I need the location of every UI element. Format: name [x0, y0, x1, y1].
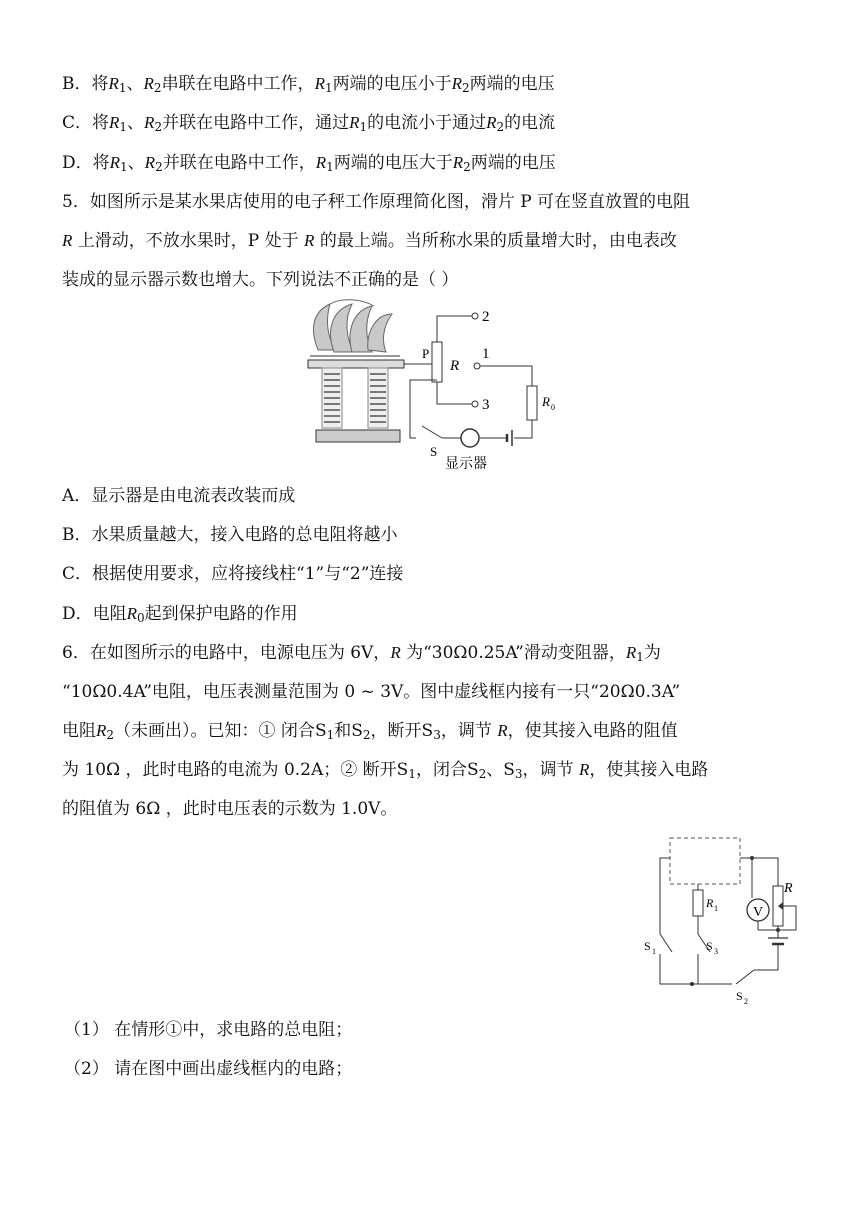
- label-s2-sub: 2: [744, 997, 748, 1006]
- spring-left: [322, 368, 342, 428]
- label-s1-sub: 1: [652, 947, 656, 956]
- label-s2: S: [736, 989, 743, 1003]
- q5-stem-line-1: 5．如图所示是某水果店使用的电子秤工作原理简化图，滑片 P 可在竖直放置的电阻: [62, 192, 691, 212]
- label-s1: S: [644, 939, 651, 953]
- scale-tray: [308, 360, 404, 368]
- q6-circuit-figure: [640, 830, 820, 1010]
- scale-base: [316, 430, 400, 442]
- q5-option-c: C．根据使用要求，应将接线柱“1”与“2”连接: [62, 564, 404, 584]
- label-r1: R: [706, 896, 714, 910]
- label-s: S: [430, 444, 438, 459]
- q6-stem-line-5: 的阻值为 6Ω ，此时电压表的示数为 1.0V。: [62, 799, 398, 819]
- label-terminal-1: 1: [482, 346, 490, 362]
- label-r0-sub: 0: [551, 403, 555, 412]
- label-r-rheostat: R: [784, 881, 793, 896]
- switch-s2: [736, 970, 754, 984]
- label-terminal-3: 3: [482, 397, 490, 413]
- label-p: P: [422, 346, 430, 361]
- q5-stem-line-2: R 上滑动，不放水果时，P 处于 R 的最上端。当所称水果的质量增大时，由电表改: [62, 231, 677, 251]
- q5-option-b: B．水果质量越大，接入电路的总电阻将越小: [62, 525, 398, 545]
- switch-s1: [660, 934, 672, 952]
- q5-scale-figure: [300, 300, 555, 475]
- terminal-1: [474, 363, 480, 369]
- q4-option-d: D．将$R_1$、$R_2$并联在电路中工作，$R_1$两端的电压大于$R_2$两端的电压: [62, 153, 556, 174]
- display-meter: [461, 429, 479, 447]
- switch-s: [422, 426, 442, 438]
- label-display: 显示器: [445, 457, 487, 472]
- q4-option-b: B．将$R_1$、$R_2$串联在电路中工作，$R_1$两端的电压小于$R_2$两端的电压: [62, 74, 555, 95]
- label-s3-sub: 3: [714, 947, 718, 956]
- label-terminal-2: 2: [482, 309, 490, 325]
- resistor-r1: [693, 890, 703, 916]
- q4-option-c: C．将$R_1$、$R_2$并联在电路中工作，通过$R_1$的电流小于通过$R_2$的电流: [62, 113, 556, 134]
- terminal-3: [472, 401, 478, 407]
- q5-option-d: D．电阻$R_0$起到保护电路的作用: [62, 604, 298, 625]
- q6-stem-line-3: 电阻$R_2$（未画出）。已知：① 闭合$S_1$和$S_2$，断开$S_3$，调节 R，使其接入电路的阻值: [62, 721, 678, 742]
- label-r0: R: [542, 394, 550, 409]
- dashed-box: [670, 838, 740, 884]
- terminal-2: [472, 313, 478, 319]
- spring-right: [368, 368, 388, 428]
- label-s3: S: [706, 939, 713, 953]
- label-v: V: [753, 905, 764, 920]
- q5-option-a: A．显示器是由电流表改装而成: [62, 486, 296, 506]
- label-r1-sub: 1: [714, 904, 718, 913]
- banana-icon: [314, 300, 392, 352]
- label-r: R: [450, 358, 460, 374]
- resistor-r0: [527, 386, 537, 420]
- q6-stem-line-1: 6．在如图所示的电路中，电源电压为 6V，R 为“30Ω0.25A”滑动变阻器，$R_1$为: [62, 643, 661, 664]
- q6-stem-line-2: “10Ω0.4A”电阻，电压表测量范围为 0 ~ 3V。图中虚线框内接有一只“20Ω0.3A”: [62, 682, 681, 702]
- q6-subquestion-2: （2） 请在图中画出虚线框内的电路；: [64, 1059, 353, 1079]
- q6-stem-line-4: 为 10Ω ，此时电路的电流为 0.2A；② 断开$S_1$，闭合$S_2$、$S_3$，调节 R，使其接入电路: [62, 760, 709, 781]
- resistor-r: [432, 342, 442, 382]
- q6-subquestion-1: （1） 在情形①中，求电路的总电阻；: [64, 1020, 353, 1040]
- q5-stem-line-3: 装成的显示器示数也增大。下列说法不正确的是（ ）: [62, 270, 459, 290]
